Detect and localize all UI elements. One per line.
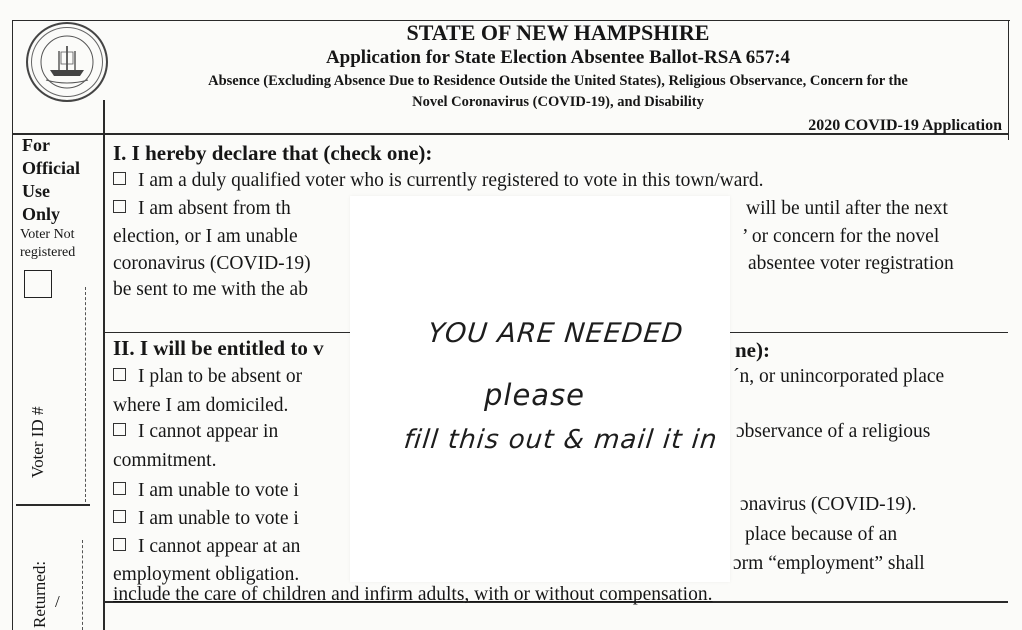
option-ii-1-checkbox[interactable] — [113, 368, 126, 381]
sidebar-divider — [103, 100, 105, 630]
section-1-option-1: I am a duly qualified voter who is currently registered to vote in this town/ward. — [113, 170, 763, 192]
option-ii-5-checkbox[interactable] — [113, 538, 126, 551]
option-ii-4-checkbox[interactable] — [113, 510, 126, 523]
voter-id-label: Voter ID # — [28, 406, 47, 478]
form-description-line1: Absence (Excluding Absence Due to Residence Outside the United States), Religious Observance, Concern for the — [208, 73, 908, 89]
form-subtitle: Application for State Election Absentee Ballot-RSA 657:4 — [325, 47, 791, 68]
form-description-line2: Novel Coronavirus (COVID-19), and Disability — [412, 94, 704, 110]
application-badge: 2020 COVID-19 Application — [808, 117, 1002, 134]
voter-not-registered-label: Voter Not registered — [20, 227, 76, 260]
section-2-option-5-cont: employment obligation. — [113, 564, 300, 585]
section-2-heading: II. I will be entitled to v — [113, 336, 324, 360]
note-line-1: YOU ARE NEEDED — [426, 318, 686, 349]
section-2-option-3: I am unable to vote i — [113, 480, 299, 502]
option-ii-2-checkbox[interactable] — [113, 423, 126, 436]
section-2-option-5-right: ɔrm “employment” shall — [733, 553, 925, 574]
section-2-heading-right: ne): — [735, 338, 770, 362]
section-2-option-2-cont: commitment. — [113, 450, 217, 471]
note-line-2: please — [484, 378, 586, 412]
section-2-option-4-right: place because of an — [745, 524, 898, 545]
section-2-final-line: include the care of children and infirm adults, with or without compensation. — [113, 584, 713, 605]
page-title: STATE OF NEW HAMPSHIRE — [406, 20, 710, 45]
returned-label: Returned: — [30, 560, 49, 628]
section-2-option-1-cont: where I am domiciled. — [113, 395, 289, 416]
section-1-line-3: election, or I am unable — [113, 226, 298, 247]
option-ii-3-checkbox[interactable] — [113, 482, 126, 495]
voter-not-registered-checkbox[interactable] — [24, 270, 52, 298]
right-border — [1008, 20, 1009, 140]
section-1-heading: I. I hereby declare that (check one): — [113, 141, 433, 165]
section-1-line-3-right: ’ or concern for the novel — [742, 226, 940, 247]
voter-id-dashed-line — [85, 287, 86, 502]
section-2-option-2-right: ɔbservance of a religious — [736, 421, 931, 442]
note-line-3: fill this out & mail it in — [402, 425, 720, 455]
section-2-option-1-right: ´n, or unincorporated place — [733, 366, 945, 387]
section-1-option-2: I am absent from th — [113, 198, 291, 220]
official-use-label: For Official Use Only — [22, 135, 80, 224]
section-2-option-4: I am unable to vote i — [113, 508, 299, 530]
section-2-option-2: I cannot appear in — [113, 421, 278, 443]
section-1-line-4: coronavirus (COVID-19) — [113, 253, 311, 274]
returned-slash: / — [55, 592, 60, 611]
state-seal-icon — [26, 22, 108, 102]
section-2-option-1: I plan to be absent or — [113, 366, 302, 388]
section-2-option-5: I cannot appear at an — [113, 536, 300, 558]
returned-dashed-line — [82, 540, 83, 630]
option-1-checkbox[interactable] — [113, 172, 126, 185]
left-border — [12, 20, 13, 630]
section-1-option-2-right: will be until after the next — [746, 198, 948, 219]
option-2-checkbox[interactable] — [113, 200, 126, 213]
section-1-line-4-right: absentee voter registration — [748, 253, 954, 274]
section-2-option-3-right: ɔnavirus (COVID-19). — [740, 494, 917, 515]
section-1-line-5: be sent to me with the ab — [113, 279, 308, 300]
sidebar-rule — [16, 504, 90, 506]
